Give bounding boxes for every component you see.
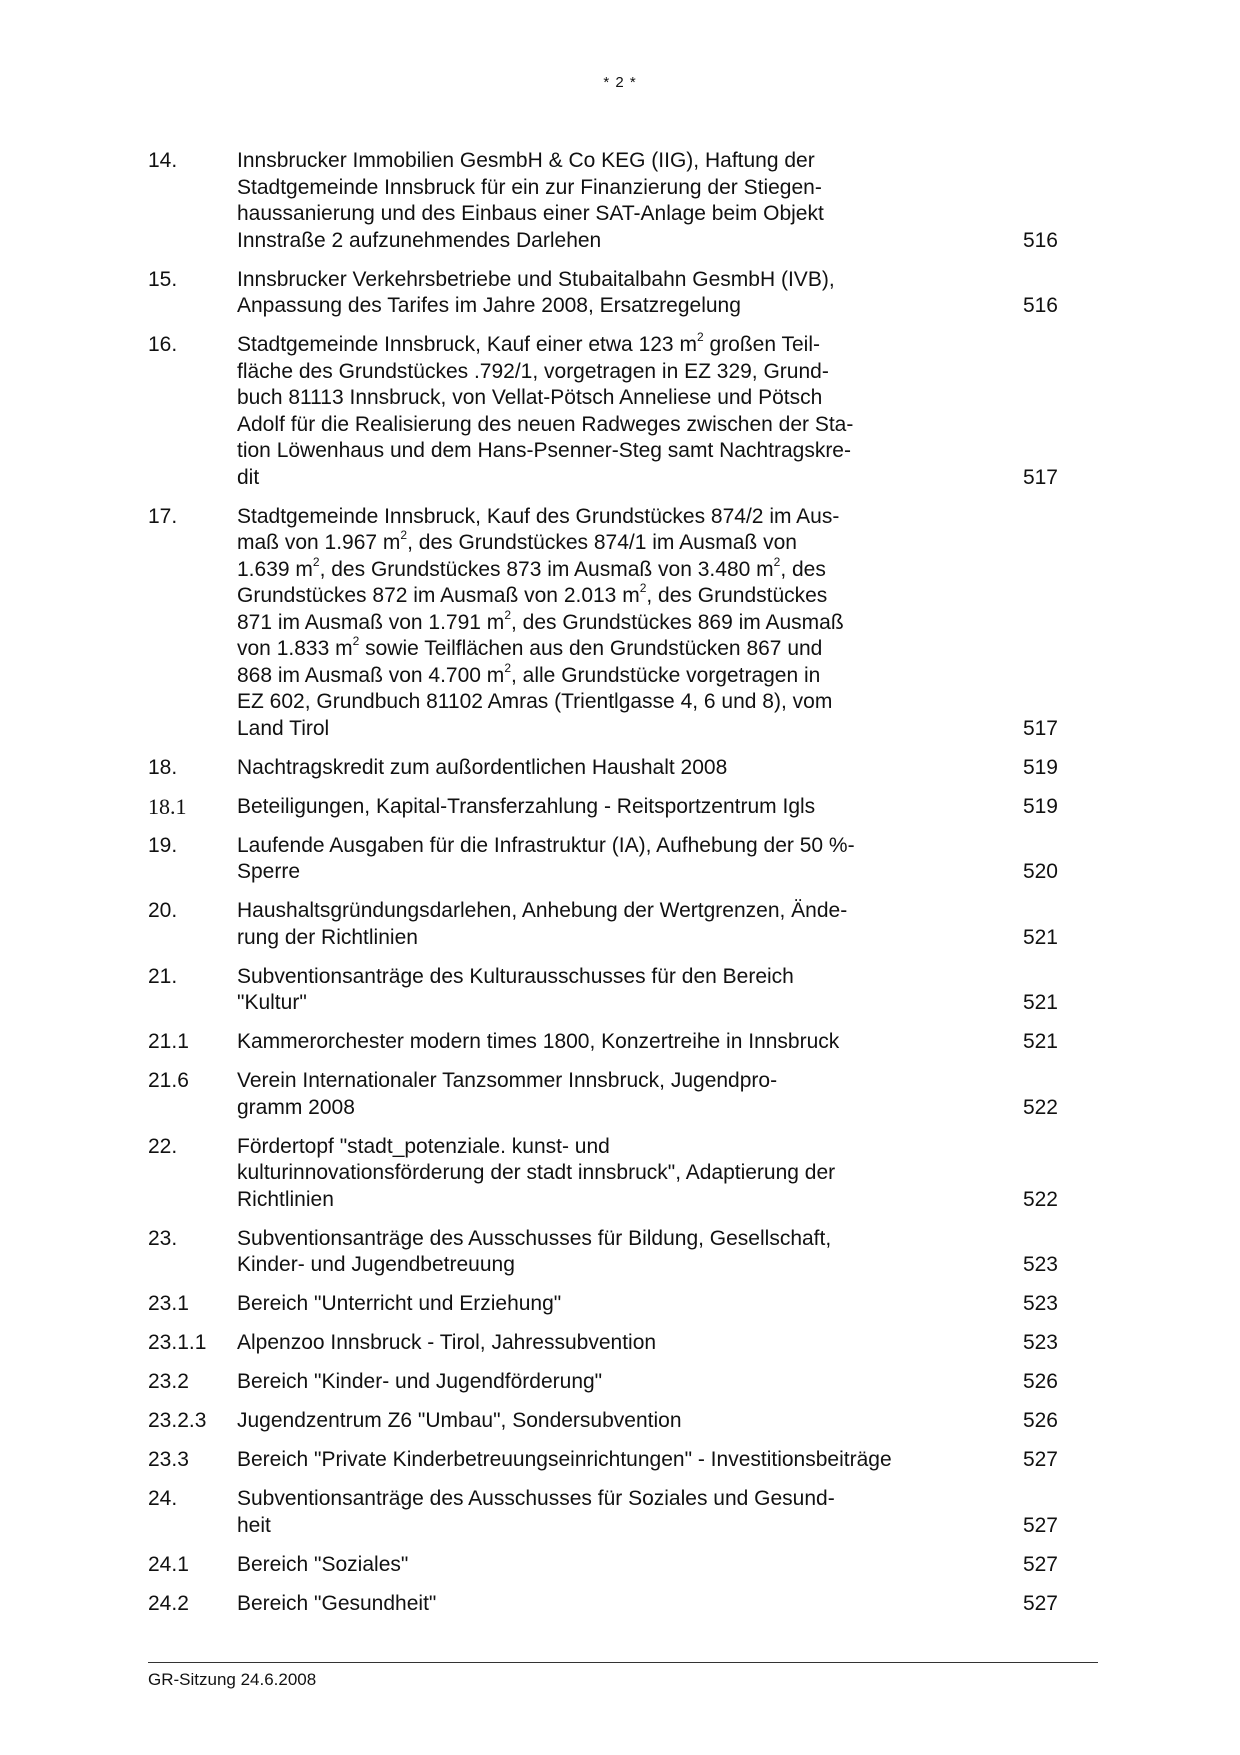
toc-entry-number: 23.1.1 [148, 1331, 207, 1354]
toc-entry-title [237, 1291, 957, 1318]
toc-entry-title [237, 755, 957, 782]
toc-entry [148, 1226, 1098, 1279]
toc-entry-title-line: haussanierung und des Einbaus einer SAT-Anlage beim Objekt [237, 202, 824, 225]
toc-entry [148, 833, 1098, 886]
toc-entry-title-line: Subventionsanträge des Ausschusses für Soziales und Gesund- [237, 1487, 835, 1510]
toc-entry-title-line: heit [237, 1513, 271, 1537]
toc-entry-title-line: Land Tirol [237, 716, 330, 740]
toc-entry-number: 21. [148, 964, 178, 988]
toc-entry-page: 523 [1022, 1253, 1058, 1276]
toc-entry [148, 148, 1098, 254]
toc-entry-page: 517 [1022, 465, 1058, 489]
toc-entry-title [237, 833, 957, 886]
toc-entry-number: 24.2 [148, 1591, 189, 1615]
toc-entry-title [237, 1369, 957, 1396]
toc-entry-title [237, 1486, 957, 1539]
toc-entry [148, 1029, 1098, 1056]
toc-entry [148, 898, 1098, 951]
toc-entry-title-line: Innstraße 2 aufzunehmendes Darlehen [237, 228, 602, 252]
toc-entry [148, 504, 1098, 743]
toc-entry-title-line: Stadtgemeinde Innsbruck, Kauf des Grundstückes 874/2 im Aus- [237, 504, 840, 528]
toc-entry-page: 523 [1022, 1292, 1058, 1315]
toc-entry-title-line: Fördertopf "stadt_potenziale. kunst- und [237, 1134, 610, 1158]
toc-entry [148, 267, 1098, 320]
toc-entry-page: 526 [1022, 1370, 1058, 1393]
footer-divider [148, 1662, 1098, 1663]
toc-entry-number: 15. [148, 267, 178, 291]
toc-entry-title-line: Kammerorchester modern times 1800, Konzertreihe in Innsbruck [237, 1030, 840, 1053]
toc-entry-title-line: Beteiligungen, Kapital-Transferzahlung - Reitsportzentrum Igls [237, 794, 816, 818]
toc-entry-title-line: Stadtgemeinde Innsbruck, Kauf einer etwa 123 $m^2$ großen Teil- [237, 330, 820, 356]
toc-entry-number: 23.2 [148, 1370, 189, 1393]
toc-entry-title [237, 794, 957, 821]
toc-entry-number: 20. [148, 899, 178, 922]
toc-entry-title-line: 1.639 $m^2$, des Grundstückes 873 im Ausmaß von 3.480 $m^2$, des [237, 554, 826, 581]
toc-entry [148, 332, 1098, 491]
toc-entry-title-line: Sperre [237, 860, 301, 883]
toc-entry-title-line: Innsbrucker Immobilien GesmbH & Co KEG (IIG), Haftung der [237, 149, 815, 172]
toc-entry [148, 1330, 1098, 1357]
toc-entry-number: 22. [148, 1134, 178, 1158]
toc-entry-title-line: "Kultur" [237, 991, 307, 1014]
table-of-contents [148, 148, 1098, 1630]
toc-entry-number: 18. [148, 755, 178, 779]
toc-entry-title-line: Innsbrucker Verkehrsbetriebe und Stubaitalbahn GesmbH (IVB), [237, 267, 835, 291]
toc-entry-title [237, 148, 957, 254]
toc-entry-title-line: Bereich "Kinder- und Jugendförderung" [237, 1370, 603, 1393]
toc-entry-title-line: fläche des Grundstückes .792/1, vorgetragen in EZ 329, Grund- [237, 359, 829, 383]
toc-entry-page: 519 [1022, 755, 1058, 779]
toc-entry-title-line: Bereich "Gesundheit" [237, 1591, 437, 1615]
toc-entry-title-line: Nachtragskredit zum außordentlichen Haushalt 2008 [237, 755, 728, 779]
toc-entry-title-line: Stadtgemeinde Innsbruck für ein zur Finanzierung der Stiegen- [237, 175, 822, 199]
toc-entry-title [237, 1552, 957, 1579]
toc-entry-title-line: gramm 2008 [237, 1095, 355, 1119]
page-number: * 2 * [603, 74, 637, 91]
toc-entry [148, 1591, 1098, 1618]
toc-entry-page: 521 [1022, 991, 1058, 1014]
toc-entry-page: 527 [1022, 1552, 1058, 1576]
toc-entry-title [237, 332, 957, 491]
toc-entry-page: 527 [1022, 1513, 1058, 1537]
toc-entry-number: 23.2.3 [148, 1409, 207, 1432]
toc-entry-title-line: Subventionsanträge des Ausschusses für Bildung, Gesellschaft, [237, 1226, 832, 1250]
toc-entry-title [237, 1134, 957, 1214]
toc-entry-title-line: kulturinnovationsförderung der stadt innsbruck", Adaptierung der [237, 1161, 836, 1184]
toc-entry-number: 23. [148, 1226, 178, 1250]
toc-entry-title-line: Adolf für die Realisierung des neuen Radweges zwischen der Sta- [237, 412, 854, 436]
toc-entry-title-line: Jugendzentrum Z6 "Umbau", Sondersubvention [237, 1409, 682, 1432]
toc-entry-title-line: Bereich "Soziales" [237, 1552, 409, 1576]
toc-entry [148, 1134, 1098, 1214]
toc-entry-title [237, 1408, 957, 1435]
toc-entry-title-line: Alpenzoo Innsbruck - Tirol, Jahressubvention [237, 1331, 657, 1354]
toc-entry-page: 527 [1022, 1591, 1058, 1615]
toc-entry-page: 517 [1022, 716, 1058, 740]
toc-entry [148, 1447, 1098, 1474]
toc-entry-title [237, 1226, 957, 1279]
toc-entry-title [237, 267, 957, 320]
toc-entry-number: 24.1 [148, 1552, 189, 1576]
toc-entry-page: 519 [1022, 794, 1058, 818]
toc-entry-number: 19. [148, 833, 178, 857]
toc-entry [148, 964, 1098, 1017]
toc-entry [148, 1408, 1098, 1435]
toc-entry-number: 23.3 [148, 1448, 189, 1471]
footer-session-date: GR-Sitzung 24.6.2008 [148, 1670, 317, 1689]
toc-entry-title-line: Bereich "Unterricht und Erziehung" [237, 1292, 562, 1315]
toc-entry-number: 21.1 [148, 1030, 189, 1053]
toc-entry-title-line: Kinder- und Jugendbetreuung [237, 1253, 515, 1276]
toc-entry-page: 521 [1022, 925, 1058, 949]
toc-entry-title-line: Subventionsanträge des Kulturausschusses für den Bereich [237, 964, 794, 988]
toc-entry-title-line: Bereich "Private Kinderbetreuungseinrichtungen" - Investitionsbeiträge [237, 1448, 892, 1471]
toc-entry-title [237, 964, 957, 1017]
toc-entry-page: 523 [1022, 1331, 1058, 1354]
toc-entry-page: 521 [1022, 1030, 1058, 1053]
toc-entry-title-line: dit [237, 465, 260, 489]
toc-entry-title [237, 1591, 957, 1618]
toc-entry-title-line: Haushaltsgründungsdarlehen, Anhebung der Wertgrenzen, Ände- [237, 899, 848, 922]
toc-entry-title [237, 504, 957, 743]
toc-entry-number: 14. [148, 149, 178, 172]
toc-entry-title-line: buch 81113 Innsbruck, von Vellat-Pötsch Anneliese und Pötsch [237, 386, 823, 409]
toc-entry-page: 516 [1022, 228, 1058, 252]
toc-entry [148, 1552, 1098, 1579]
toc-entry-page: 527 [1022, 1448, 1058, 1471]
toc-entry-title-line: 868 im Ausmaß von 4.700 $m^2$, alle Grundstücke vorgetragen in [237, 660, 821, 687]
toc-entry [148, 1369, 1098, 1396]
toc-entry-number: 21.6 [148, 1069, 189, 1092]
toc-entry-page: 526 [1022, 1409, 1058, 1432]
toc-entry-title-line: von 1.833 $m^2$ sowie Teilflächen aus den Grundstücken 867 und [237, 634, 823, 660]
toc-entry-page: 516 [1022, 294, 1058, 317]
toc-entry [148, 1291, 1098, 1318]
toc-entry-title-line: Verein Internationaler Tanzsommer Innsbruck, Jugendpro- [237, 1069, 778, 1092]
toc-entry-page: 522 [1022, 1187, 1058, 1211]
toc-entry-page: 522 [1022, 1095, 1058, 1119]
toc-entry [148, 1486, 1098, 1539]
toc-entry-title-line: Richtlinien [237, 1187, 334, 1211]
toc-entry-title-line: Anpassung des Tarifes im Jahre 2008, Ersatzregelung [237, 294, 741, 317]
toc-entry-number: 18.1 [148, 793, 187, 819]
toc-entry [148, 755, 1098, 782]
toc-entry-number: 16. [148, 333, 178, 356]
toc-entry-title-line: EZ 602, Grundbuch 81102 Amras (Trientlgasse 4, 6 und 8), vom [237, 690, 833, 713]
toc-entry-title-line: 871 im Ausmaß von 1.791 $m^2$, des Grundstückes 869 im Ausmaß [237, 607, 844, 634]
toc-entry-title-line: Grundstückes 872 im Ausmaß von 2.013 $m^2$, des Grundstückes [237, 581, 828, 607]
toc-entry [148, 1068, 1098, 1121]
toc-entry-title [237, 1447, 957, 1474]
toc-entry-title [237, 1068, 957, 1121]
toc-entry-title [237, 898, 957, 951]
toc-entry [148, 794, 1098, 821]
toc-entry-number: 24. [148, 1487, 178, 1510]
toc-entry-title-line: maß von 1.967 $m^2$, des Grundstückes 874/1 im Ausmaß von [237, 528, 797, 554]
toc-entry-title-line: tion Löwenhaus und dem Hans-Psenner-Steg samt Nachtragskre- [237, 439, 851, 462]
toc-entry-number: 23.1 [148, 1292, 189, 1315]
toc-entry-title [237, 1029, 957, 1056]
toc-entry-title-line: rung der Richtlinien [237, 925, 418, 949]
toc-entry-number: 17. [148, 504, 178, 528]
toc-entry-title [237, 1330, 957, 1357]
toc-entry-title-line: Laufende Ausgaben für die Infrastruktur (IA), Aufhebung der 50 %- [237, 833, 855, 857]
toc-entry-page: 520 [1022, 860, 1058, 883]
